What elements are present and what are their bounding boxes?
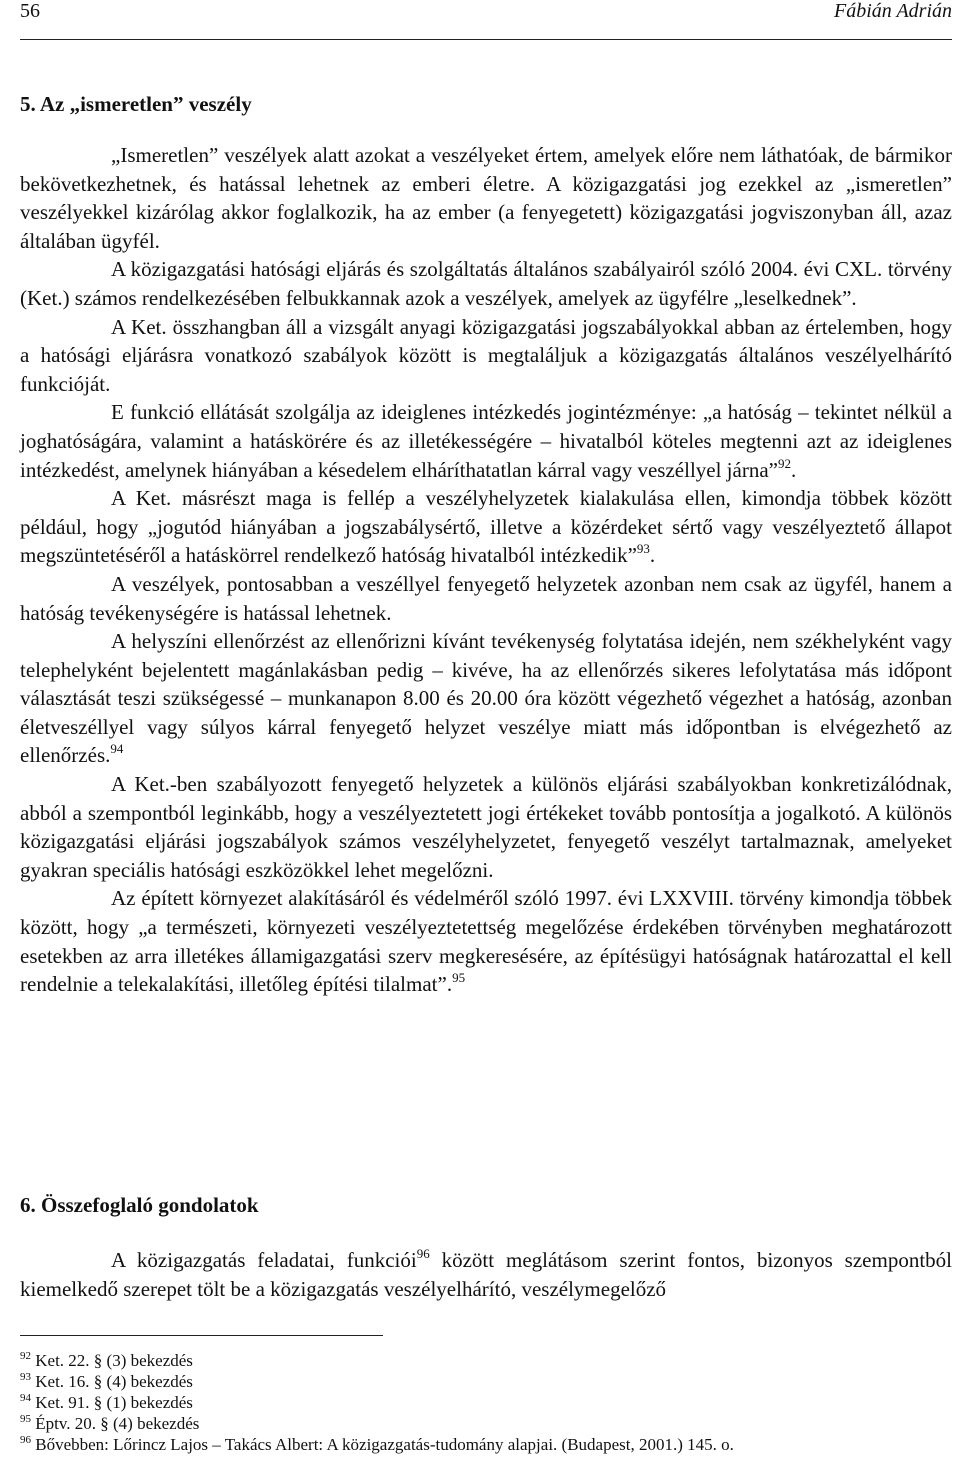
paragraph-text: A helyszíni ellenőrzést az ellenőrizni kívánt tevékenység folytatása idején, nem székhelyként vagy telephelyként bejelentett magánlakásban pedig – kivéve, ha az ellenőrzés sikeres lefolytatása más időpont választását teszi szükségessé – munkanapon 8.00 és 20.00 óra között végezhető végezhet a hatóság, azonban életveszéllyel vagy súlyos kárral fenyegető helyzet veszélye miatt más időpontban is elvégezhető az ellenőrzés.	[20, 629, 952, 768]
paragraph	[20, 570, 952, 627]
footnote	[20, 1434, 952, 1455]
paragraph-text: A közigazgatás feladatai, funkciói	[111, 1248, 417, 1272]
footnotes	[20, 1350, 952, 1455]
footnote-number: 95	[20, 1413, 31, 1425]
page-number: 56	[20, 0, 40, 22]
footnote-ref[interactable]: 96	[416, 1246, 430, 1261]
page-header	[20, 0, 952, 28]
paragraph-text: A Ket.-ben szabályozott fenyegető helyzetek a különös eljárási szabályokban konkretizálódnak, abból a szempontból leginkább, hogy a veszélyeztetett jogi értékeket tovább pontosítja a jogalkotó. A különös közigazgatási eljárási jogszabályok számos veszélyhelyzetet, fenyegető veszélyt tartalmaznak, amelyeket gyakran speciális hatósági eszközökkel lehet megelőzni.	[20, 772, 952, 882]
paragraph-text: .	[649, 543, 656, 568]
footnote-number: 96	[20, 1434, 31, 1446]
footnote-ref[interactable]: 93	[636, 541, 650, 557]
running-head-author: Fábián Adrián	[834, 0, 952, 22]
paragraph	[20, 398, 952, 484]
paragraph-text: E funkció ellátását szolgálja az ideiglenes intézkedés jogintézménye: „a hatóság – tekintet nélkül a joghatóságára, valamint a hatáskörére és az illetékességére – hivatalból köteles megtenni azt az ideiglenes intézkedést, amelynek hiányában a késedelem elháríthatatlan kárral vagy veszéllyel járna”	[20, 400, 952, 482]
header-rule	[20, 39, 952, 40]
paragraph-text: A veszélyek, pontosabban a veszéllyel fenyegető helyzetek azonban nem csak az ügyfél, hanem a hatóság tevékenységére is hatással lehetnek.	[20, 571, 952, 625]
paragraph-text: A közigazgatási hatósági eljárás és szolgáltatás általános szabályairól szóló 2004. évi CXL. törvény (Ket.) számos rendelkezésében felbukkannak azok a veszélyek, amelyek az ügyfélre „leselkednek”.	[20, 257, 952, 310]
footnote-ref[interactable]: 94	[110, 741, 124, 757]
paragraph-text: között meglátásom szerint fontos, bizonyos szempontból kiemelkedő szerepet tölt be a közigazgatás veszélyelhárító, veszélymegelőző	[20, 1248, 952, 1301]
footnote-text: Éptv. 20. § (4) bekezdés	[31, 1414, 200, 1433]
section-heading: 6. Összefoglaló gondolatok	[20, 1193, 259, 1217]
footnote-text: Ket. 16. § (4) bekezdés	[31, 1372, 193, 1391]
paragraph	[20, 484, 952, 570]
footnote-ref[interactable]: 92	[777, 455, 791, 471]
footnote	[20, 1392, 952, 1413]
paragraph-text: Az épített környezet alakításáról és védelméről szóló 1997. évi LXXVIII. törvény kimondja többek között, hogy „a természeti, környezeti veszélyeztetettség megelőzése érdekében törvényben meghatározott esetekben az arra illetékes államigazgatási szerv megkeresésére, az építésügyi hatóságnak határozattal el kell rendelnie a telekalakítási, illetőleg építési tilalmat”.	[20, 886, 952, 997]
paragraph	[20, 884, 952, 998]
paragraph-text: „Ismeretlen” veszélyek alatt azokat a veszélyeket értem, amelyek előre nem láthatóak, de bármikor bekövetkezhetnek, és hatással lehetnek az emberi életre. A közigazgatási jog ezekkel az „ismeretlen” veszélyekkel kizárólag akkor foglalkozik, ha az ember (a fenyegetett) közigazgatási jogviszonyban áll, azaz általában ügyfél.	[20, 143, 952, 253]
footnote-number: 94	[20, 1392, 31, 1404]
paragraph	[20, 313, 952, 399]
paragraph-text: .	[790, 457, 797, 482]
section-heading: 5. Az „ismeretlen” veszély	[20, 92, 252, 116]
footnote-text: Bővebben: Lőrincz Lajos – Takács Albert: A közigazgatás-tudomány alapjai. (Budapest, 2001.) 145. o.	[31, 1435, 734, 1454]
footnote-number: 92	[20, 1350, 31, 1362]
paragraph	[20, 627, 952, 770]
footnote	[20, 1371, 952, 1392]
footnote-number: 93	[20, 1371, 31, 1383]
footnote-text: Ket. 91. § (1) bekezdés	[31, 1393, 193, 1412]
paragraph-text: A Ket. összhangban áll a vizsgált anyagi közigazgatási jogszabályokkal abban az értelemben, hogy a hatósági eljárásra vonatkozó szabályok között is megtaláljuk a közigazgatás általános veszélyelhárító funkcióját.	[20, 314, 952, 396]
footnote-rule	[20, 1335, 383, 1336]
footnote	[20, 1413, 952, 1434]
paragraph	[20, 770, 952, 884]
footnote-ref[interactable]: 95	[452, 970, 466, 986]
paragraph	[20, 1246, 952, 1303]
section-body	[20, 1246, 952, 1303]
footnote-text: Ket. 22. § (3) bekezdés	[31, 1351, 193, 1370]
footnote	[20, 1350, 952, 1371]
paragraph	[20, 141, 952, 255]
section-body	[20, 141, 952, 999]
paragraph-text: A Ket. másrészt maga is fellép a veszélyhelyzetek kialakulása ellen, kimondja többek között például, hogy „jogutód hiányában a jogszabálysértő, illetve a közérdeket sértő vagy veszélyeztető állapot megszüntetéséről a hatáskörrel rendelkező hatóság hivatalból intézkedik”	[20, 486, 952, 568]
paragraph	[20, 255, 952, 312]
